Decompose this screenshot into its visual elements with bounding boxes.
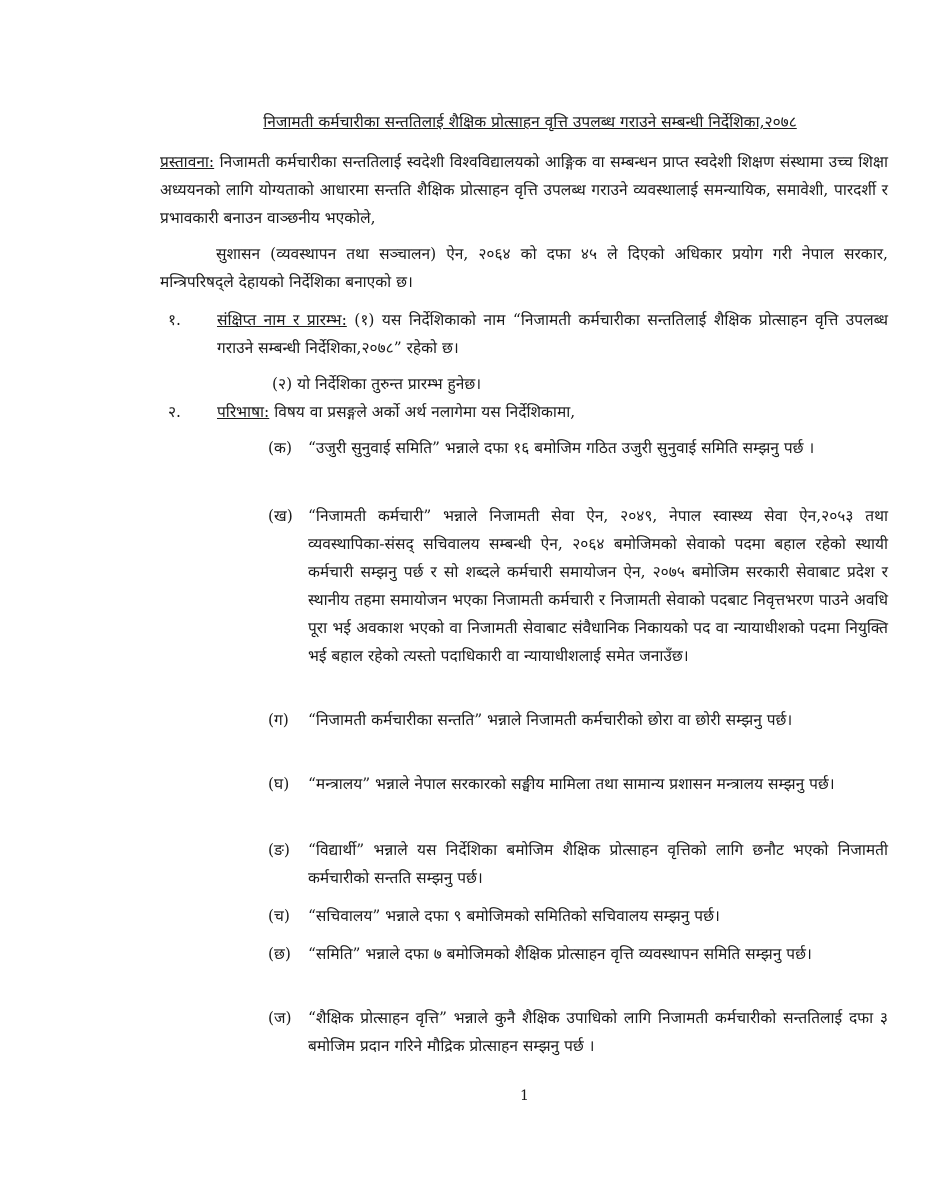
section-1-heading: संक्षिप्त नाम र प्रारम्भ:	[217, 311, 347, 329]
section-1-paragraph	[217, 306, 888, 362]
page-number: 1	[520, 1088, 529, 1104]
definition-label: (ङ)	[268, 841, 290, 859]
definition-label: (च)	[268, 907, 290, 925]
definition-label: (छ)	[268, 945, 291, 963]
section-2-text: विषय वा प्रसङ्गले अर्को अर्थ नलागेमा यस निर्देशिकामा,	[269, 403, 576, 421]
preamble-paragraph	[160, 148, 888, 232]
definition-label: (ग)	[268, 711, 289, 729]
definition-text: “विद्यार्थी” भन्नाले यस निर्देशिका बमोजिम शैक्षिक प्रोत्साहन वृत्तिको लागि छनौट भएको निजामती कर्मचारीको सन्तति सम्झनु पर्छ।	[308, 841, 888, 887]
section-2-heading: परिभाषा:	[217, 403, 270, 421]
definition-label: (क)	[268, 439, 292, 457]
document-title: निजामती कर्मचारीका सन्ततिलाई शैक्षिक प्रोत्साहन वृत्ति उपलब्ध गराउने सम्बन्धी निर्देशिका,२०७८	[263, 113, 797, 131]
preamble-label: प्रस्तावना:	[160, 153, 215, 171]
enactment-paragraph: सुशासन (व्यवस्थापन तथा सञ्चालन) ऐन, २०६४ को दफा ४५ ले दिएको अधिकार प्रयोग गरी नेपाल सरकार, मन्त्रिपरिषद्‌ले देहायको निर्देशिका बनाएको छ।	[160, 245, 888, 291]
section-1-text: (१) यस निर्देशिकाको नाम “निजामती कर्मचारीका सन्ततिलाई शैक्षिक प्रोत्साहन वृत्ति उपलब्ध गराउने सम्बन्धी निर्देशिका,२०७८” रहेको छ।	[217, 311, 888, 357]
section-2-number: २.	[168, 403, 181, 421]
section-1-subsection-2: (२) यो निर्देशिका तुरुन्त प्रारम्भ हुनेछ।	[272, 375, 482, 393]
definition-text: “शैक्षिक प्रोत्साहन वृत्ति” भन्नाले कुनै शैक्षिक उपाधिको लागि निजामती कर्मचारीको सन्ततिलाई दफा ३ बमोजिम प्रदान गरिने मौद्रिक प्रोत्साहन सम्झनु पर्छ ।	[308, 1009, 888, 1055]
definition-text: “सचिवालय” भन्नाले दफा ९ बमोजिमको समितिको सचिवालय सम्झनु पर्छ।	[308, 907, 720, 925]
definition-text: “मन्त्रालय” भन्नाले नेपाल सरकारको सङ्घीय मामिला तथा सामान्य प्रशासन मन्त्रालय सम्झनु पर्छ।	[308, 775, 835, 793]
definition-label: (ज)	[268, 1009, 292, 1027]
definition-text: “उजुरी सुनुवाई समिति” भन्नाले दफा १६ बमोजिम गठित उजुरी सुनुवाई समिति सम्झनु पर्छ ।	[308, 439, 815, 457]
preamble-text: निजामती कर्मचारीका सन्ततिलाई स्वदेशी विश्वविद्यालयको आङ्गिक वा सम्बन्धन प्राप्त स्वदेशी शिक्षण संस्थामा उच्च शिक्षा अध्ययनको लागि योग्यताको आधारमा सन्तति शैक्षिक प्रोत्साहन वृत्ति उपलब्ध गराउने व्यवस्थालाई समन्यायिक, समावेशी, पारदर्शी र प्रभावकारी बनाउन वाञ्छनीय भएकोले,	[160, 153, 888, 227]
definition-text: “निजामती कर्मचारीका सन्तति” भन्नाले निजामती कर्मचारीको छोरा वा छोरी सम्झनु पर्छ।	[308, 711, 793, 729]
definition-text: “निजामती कर्मचारी” भन्नाले निजामती सेवा ऐन, २०४९, नेपाल स्वास्थ्य सेवा ऐन,२०५३ तथा व्यवस्थापिका-संसद् सचिवालय सम्बन्धी ऐन, २०६४ बमोजिमको सेवाको पदमा बहाल रहेको स्थायी कर्मचारी सम्झनु पर्छ र सो शब्दले कर्मचारी समायोजन ऐन, २०७५ बमोजिम सरकारी सेवाबाट प्रदेश र स्थानीय तहमा समायोजन भएका निजामती कर्मचारी र निजामती सेवाको पदबाट निवृत्तभरण पाउने अवधि पूरा भई अवकाश भएको वा निजामती सेवाबाट संवैधानिक निकायको पद वा न्यायाधीशको पदमा नियुक्ति भई बहाल रहेको त्यस्तो पदाधिकारी वा न्यायाधीशलाई समेत जनाउँछ।	[308, 507, 888, 665]
definition-label: (घ)	[268, 775, 290, 793]
section-2-paragraph	[217, 398, 888, 426]
definition-text: “समिति” भन्नाले दफा ७ बमोजिमको शैक्षिक प्रोत्साहन वृत्ति व्यवस्थापन समिति सम्झनु पर्छ।	[308, 945, 812, 963]
section-1-number: १.	[168, 311, 181, 329]
definition-label: (ख)	[268, 507, 293, 525]
